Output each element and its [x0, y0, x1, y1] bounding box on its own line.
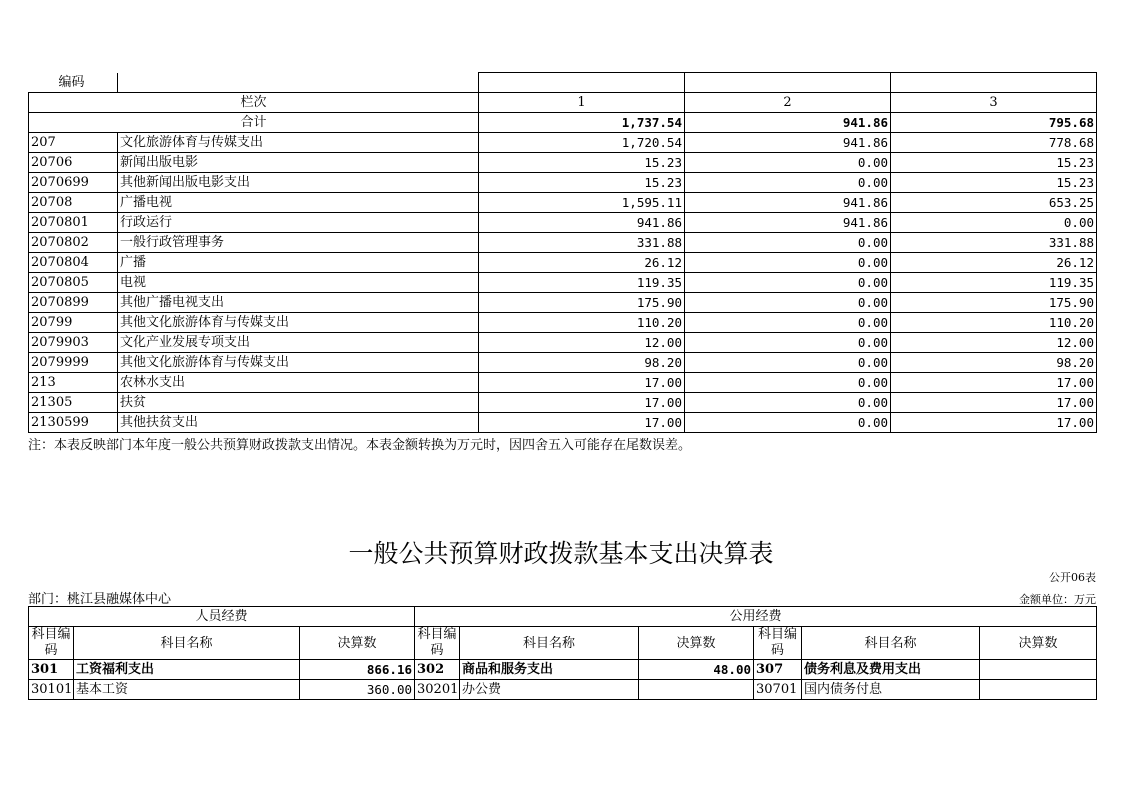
table-row — [29, 680, 1097, 700]
row-code: 2079999 — [29, 353, 118, 373]
row-code: 207 — [29, 133, 118, 153]
row-value-3: 0.00 — [891, 213, 1097, 233]
row-amount: 866.16 — [300, 660, 415, 680]
blank-header — [479, 73, 685, 93]
row-code: 21305 — [29, 393, 118, 413]
row-value-1: 331.88 — [479, 233, 685, 253]
table-row — [29, 413, 1097, 433]
row-code: 2070899 — [29, 293, 118, 313]
row-name: 广播 — [118, 253, 479, 273]
row-code: 30201 — [415, 680, 460, 700]
row-name: 商品和服务支出 — [460, 660, 639, 680]
row-value-2: 0.00 — [685, 293, 891, 313]
col-name-header: 科目名称 — [74, 627, 300, 660]
department-label: 部门：桃江县融媒体中心 — [28, 592, 172, 607]
table-row — [29, 233, 1097, 253]
table-row — [29, 273, 1097, 293]
row-value-3: 175.90 — [891, 293, 1097, 313]
row-value-1: 26.12 — [479, 253, 685, 273]
row-value-3: 15.23 — [891, 173, 1097, 193]
blank-header — [118, 73, 479, 93]
col-code-line2: 码 — [44, 643, 58, 658]
row-value-2: 0.00 — [685, 413, 891, 433]
row-value-3: 17.00 — [891, 413, 1097, 433]
table-row — [29, 373, 1097, 393]
row-name: 其他文化旅游体育与传媒支出 — [118, 313, 479, 333]
row-value-2: 941.86 — [685, 193, 891, 213]
row-name: 国内债务付息 — [802, 680, 980, 700]
basic-expenditure-table — [28, 606, 1097, 700]
table-row — [29, 173, 1097, 193]
total-value-1: 1,737.54 — [479, 113, 685, 133]
row-value-3: 119.35 — [891, 273, 1097, 293]
row-code: 2070699 — [29, 173, 118, 193]
row-code: 2070804 — [29, 253, 118, 273]
column-index-1: 1 — [479, 93, 685, 113]
row-name: 扶贫 — [118, 393, 479, 413]
col-name-header: 科目名称 — [802, 627, 980, 660]
total-row — [29, 113, 1097, 133]
row-name: 文化产业发展专项支出 — [118, 333, 479, 353]
group-public: 公用经费 — [415, 607, 1097, 627]
row-value-3: 17.00 — [891, 393, 1097, 413]
col-code-header — [754, 627, 802, 660]
row-name: 其他文化旅游体育与传媒支出 — [118, 353, 479, 373]
col-name-header: 科目名称 — [460, 627, 639, 660]
row-value-3: 331.88 — [891, 233, 1097, 253]
table-row — [29, 133, 1097, 153]
row-value-2: 0.00 — [685, 153, 891, 173]
column-header-row — [29, 627, 1097, 660]
table-row — [29, 660, 1097, 680]
table-row — [29, 313, 1097, 333]
group-personnel: 人员经费 — [29, 607, 415, 627]
row-value-1: 17.00 — [479, 393, 685, 413]
row-value-3: 17.00 — [891, 373, 1097, 393]
row-value-1: 119.35 — [479, 273, 685, 293]
row-value-2: 0.00 — [685, 333, 891, 353]
row-value-1: 941.86 — [479, 213, 685, 233]
row-value-2: 0.00 — [685, 373, 891, 393]
row-name: 工资福利支出 — [74, 660, 300, 680]
row-amount — [980, 660, 1097, 680]
row-value-1: 15.23 — [479, 153, 685, 173]
row-value-1: 15.23 — [479, 173, 685, 193]
row-name: 其他扶贫支出 — [118, 413, 479, 433]
row-amount — [980, 680, 1097, 700]
row-value-3: 778.68 — [891, 133, 1097, 153]
col-code-line1: 科目编 — [417, 627, 457, 642]
row-code: 213 — [29, 373, 118, 393]
budget-detail-table — [28, 72, 1097, 433]
blank-header — [685, 73, 891, 93]
table-row — [29, 353, 1097, 373]
row-code: 2130599 — [29, 413, 118, 433]
row-value-3: 12.00 — [891, 333, 1097, 353]
table-note: 注：本表反映部门本年度一般公共预算财政拨款支出情况。本表金额转换为万元时，因四舍五入可能存在尾数误差。 — [28, 438, 692, 453]
row-value-2: 0.00 — [685, 313, 891, 333]
table-row — [29, 153, 1097, 173]
row-amount: 360.00 — [300, 680, 415, 700]
table-row — [29, 253, 1097, 273]
page-title: 一般公共预算财政拨款基本支出决算表 — [348, 539, 774, 568]
row-value-1: 98.20 — [479, 353, 685, 373]
bottom-table-body — [29, 660, 1097, 700]
row-value-2: 0.00 — [685, 233, 891, 253]
row-code: 2079903 — [29, 333, 118, 353]
row-value-2: 0.00 — [685, 273, 891, 293]
row-name: 行政运行 — [118, 213, 479, 233]
row-name: 其他新闻出版电影支出 — [118, 173, 479, 193]
row-value-1: 17.00 — [479, 413, 685, 433]
table-row — [29, 193, 1097, 213]
row-name: 债务利息及费用支出 — [802, 660, 980, 680]
column-index-2: 2 — [685, 93, 891, 113]
col-code-header — [415, 627, 460, 660]
table-row — [29, 393, 1097, 413]
top-table-body — [29, 133, 1097, 433]
col-code-line2: 码 — [771, 643, 785, 658]
col-amount-header: 决算数 — [980, 627, 1097, 660]
row-name: 农林水支出 — [118, 373, 479, 393]
col-amount-header: 决算数 — [639, 627, 754, 660]
row-value-2: 941.86 — [685, 213, 891, 233]
row-value-1: 17.00 — [479, 373, 685, 393]
row-value-1: 1,595.11 — [479, 193, 685, 213]
row-value-3: 98.20 — [891, 353, 1097, 373]
row-amount: 48.00 — [639, 660, 754, 680]
row-code: 2070801 — [29, 213, 118, 233]
row-name: 文化旅游体育与传媒支出 — [118, 133, 479, 153]
row-code: 2070802 — [29, 233, 118, 253]
row-value-2: 0.00 — [685, 393, 891, 413]
row-name: 基本工资 — [74, 680, 300, 700]
col-code-line1: 科目编 — [31, 627, 71, 642]
row-name: 办公费 — [460, 680, 639, 700]
row-value-1: 110.20 — [479, 313, 685, 333]
header-row-code — [29, 73, 1097, 93]
table-code: 公开06表 — [1049, 571, 1096, 584]
row-name: 新闻出版电影 — [118, 153, 479, 173]
row-name: 其他广播电视支出 — [118, 293, 479, 313]
row-code: 302 — [415, 660, 460, 680]
row-value-2: 0.00 — [685, 353, 891, 373]
row-value-1: 12.00 — [479, 333, 685, 353]
row-code: 30101 — [29, 680, 74, 700]
col-code-line2: 码 — [430, 643, 444, 658]
total-value-2: 941.86 — [685, 113, 891, 133]
row-code: 301 — [29, 660, 74, 680]
blank-header — [891, 73, 1097, 93]
table-row — [29, 333, 1097, 353]
code-header: 编码 — [29, 73, 118, 93]
table-row — [29, 293, 1097, 313]
row-code: 2070805 — [29, 273, 118, 293]
row-value-3: 653.25 — [891, 193, 1097, 213]
row-code: 307 — [754, 660, 802, 680]
header-row-column-index — [29, 93, 1097, 113]
row-value-3: 15.23 — [891, 153, 1097, 173]
group-header-row — [29, 607, 1097, 627]
row-value-3: 110.20 — [891, 313, 1097, 333]
row-code: 30701 — [754, 680, 802, 700]
total-label: 合计 — [29, 113, 479, 133]
row-code: 20708 — [29, 193, 118, 213]
row-code: 20799 — [29, 313, 118, 333]
unit-label: 金额单位：万元 — [1019, 593, 1096, 606]
column-index-3: 3 — [891, 93, 1097, 113]
row-name: 电视 — [118, 273, 479, 293]
col-code-header — [29, 627, 74, 660]
row-value-2: 0.00 — [685, 173, 891, 193]
row-name: 一般行政管理事务 — [118, 233, 479, 253]
total-value-3: 795.68 — [891, 113, 1097, 133]
row-value-3: 26.12 — [891, 253, 1097, 273]
row-amount — [639, 680, 754, 700]
col-amount-header: 决算数 — [300, 627, 415, 660]
row-value-1: 175.90 — [479, 293, 685, 313]
row-value-2: 941.86 — [685, 133, 891, 153]
row-value-2: 0.00 — [685, 253, 891, 273]
row-value-1: 1,720.54 — [479, 133, 685, 153]
row-code: 20706 — [29, 153, 118, 173]
row-name: 广播电视 — [118, 193, 479, 213]
column-index-label: 栏次 — [29, 93, 479, 113]
table-row — [29, 213, 1097, 233]
col-code-line1: 科目编 — [758, 627, 798, 642]
